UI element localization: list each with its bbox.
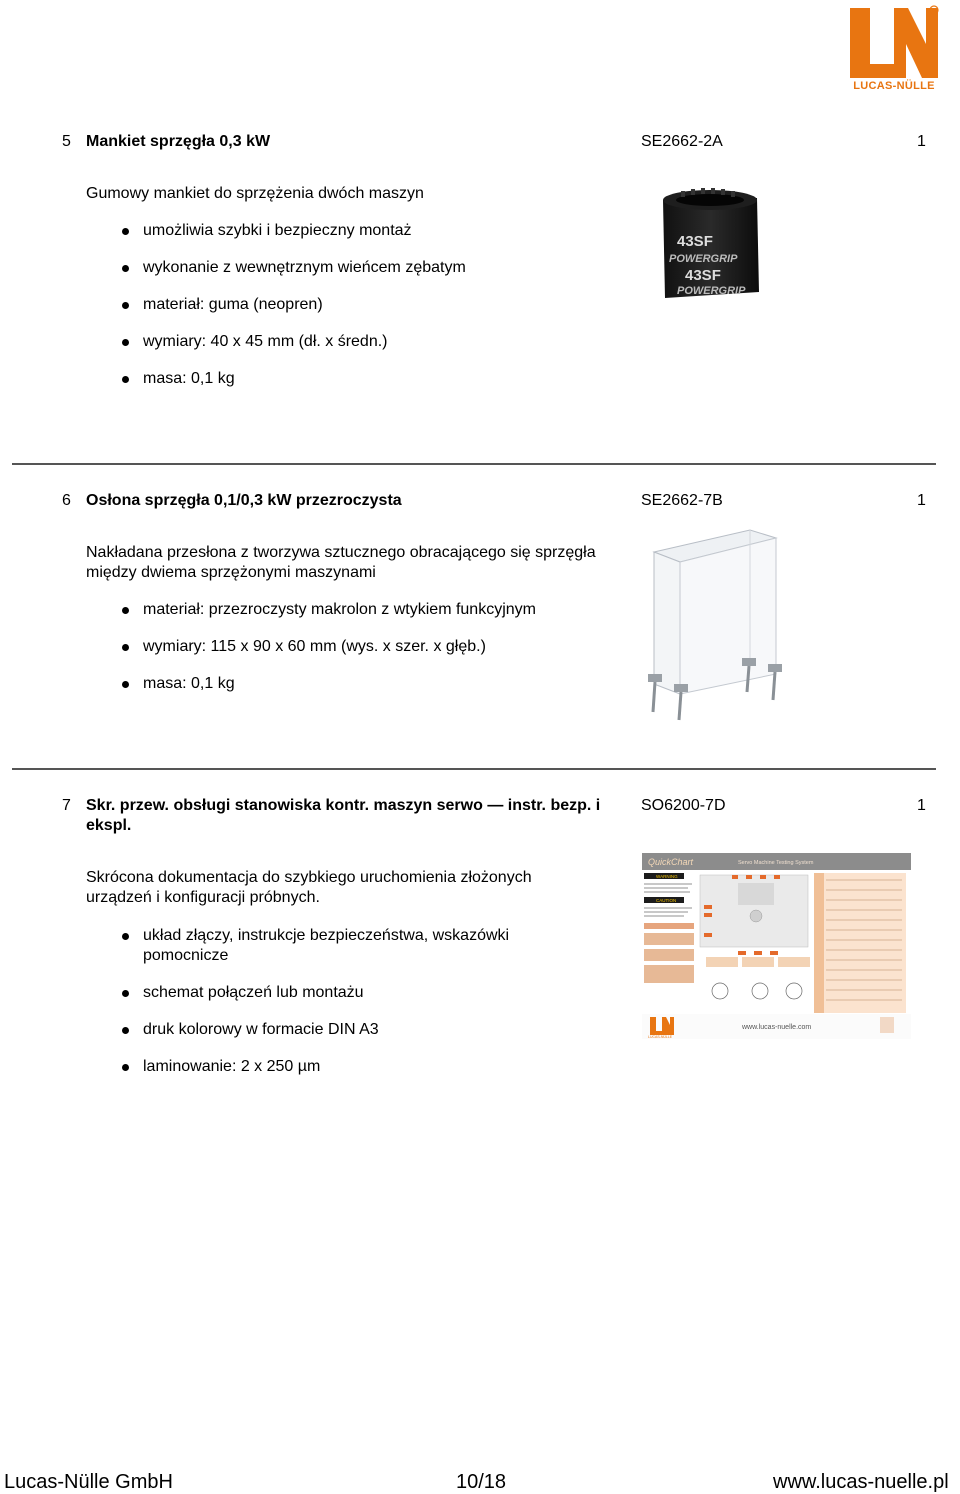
image-label: Servo Machine Testing System — [738, 860, 814, 866]
feature-item: wymiary: 115 x 90 x 60 mm (wys. x szer. x głęb.) — [86, 637, 566, 657]
image-label: WARNING — [656, 874, 678, 879]
feature-item: wymiary: 40 x 45 mm (dł. x średn.) — [86, 332, 566, 352]
feature-list — [86, 600, 566, 694]
svg-text:R: R — [932, 8, 936, 14]
coupling-sleeve-image — [655, 180, 765, 310]
item-description: Nakładana przesłona z tworzywa sztucznego obracającego się sprzęgła między dwiema sprzężonymi maszynami — [86, 544, 596, 581]
feature-item: materiał: przezroczysty makrolon z wtykiem funkcyjnym — [86, 600, 566, 620]
item-title: Skr. przew. obsługi stanowiska kontr. maszyn serwo — instr. bezp. i ekspl. — [86, 797, 601, 834]
feature-list — [86, 221, 566, 389]
feature-item: wykonanie z wewnętrznym wieńcem zębatym — [86, 258, 566, 278]
image-label: www.lucas-nuelle.com — [742, 1024, 812, 1031]
section-divider — [12, 463, 936, 465]
feature-item: umożliwia szybki i bezpieczny montaż — [86, 221, 566, 241]
feature-list — [86, 926, 566, 1077]
image-label: QuickChart — [648, 857, 694, 867]
item-position: 5 — [62, 133, 71, 150]
feature-item: laminowanie: 2 x 250 µm — [86, 1057, 566, 1077]
item-title: Osłona sprzęgła 0,1/0,3 kW przezroczysta — [86, 492, 402, 509]
image-label: CAUTION — [656, 898, 677, 903]
feature-item: masa: 0,1 kg — [86, 369, 566, 389]
item-description: Skrócona dokumentacja do szybkiego uruchomienia złożonych urządzeń i konfiguracji próbnych. — [86, 869, 532, 906]
footer-website: www.lucas-nuelle.pl — [773, 1471, 949, 1493]
item-description: Gumowy mankiet do sprzężenia dwóch maszyn — [86, 185, 424, 202]
image-label: 43SF — [677, 233, 713, 250]
item-quantity: 1 — [917, 492, 926, 509]
image-label: POWERGRIP — [669, 253, 738, 265]
image-label: LUCAS-NÜLLE — [648, 1035, 673, 1039]
feature-item: układ złączy, instrukcje bezpieczeństwa, wskazówki pomocnicze — [86, 926, 566, 966]
image-label: POWERGRIP — [677, 285, 746, 297]
item-code: SO6200-7D — [641, 797, 726, 814]
quickchart-document-image — [642, 853, 911, 1039]
feature-item: druk kolorowy w formacie DIN A3 — [86, 1020, 566, 1040]
feature-item: materiał: guma (neopren) — [86, 295, 566, 315]
item-code: SE2662-2A — [641, 133, 723, 150]
item-title: Mankiet sprzęgła 0,3 kW — [86, 133, 271, 150]
image-label: 43SF — [685, 267, 721, 284]
transparent-cover-image — [640, 524, 785, 724]
item-position: 6 — [62, 492, 71, 509]
item-quantity: 1 — [917, 133, 926, 150]
feature-item: masa: 0,1 kg — [86, 674, 566, 694]
footer-company: Lucas-Nülle GmbH — [4, 1471, 173, 1493]
section-divider — [12, 768, 936, 770]
item-position: 7 — [62, 797, 71, 814]
item-code: SE2662-7B — [641, 492, 723, 509]
footer-page-number: 10/18 — [456, 1471, 507, 1493]
feature-item: schemat połączeń lub montażu — [86, 983, 566, 1003]
item-quantity: 1 — [917, 797, 926, 814]
logo-wordmark: LUCAS-NÜLLE — [853, 80, 935, 92]
